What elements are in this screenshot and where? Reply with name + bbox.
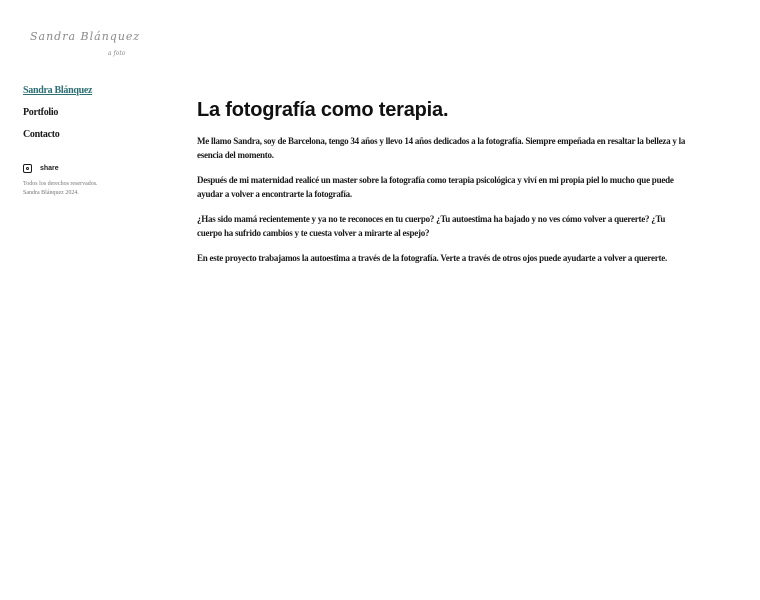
nav-item-contacto[interactable]: Contacto — [23, 129, 60, 140]
logo[interactable] — [30, 30, 145, 66]
logo-subtitle: a foto — [108, 50, 126, 57]
paragraph: Me llamo Sandra, soy de Barcelona, tengo 34 años y llevo 14 años dedicados a la fotografía. Siempre empeñada en resaltar la belleza y la esencia del momento. — [197, 136, 686, 160]
paragraph: En este proyecto trabajamos la autoestima a través de la fotografía. Verte a través de otros ojos puede ayudarte a volver a quererte. — [197, 253, 667, 263]
logo-signature: Sandra Blánquez — [30, 30, 141, 43]
paragraph: Después de mi maternidad realicé un master sobre la fotografía como terapia psicológica y viví en mi propia piel lo mucho que puede ayudar a volver a encontrarte la fotografía. — [197, 175, 674, 199]
nav-item-home[interactable]: Sandra Blánquez — [23, 85, 93, 96]
main-content — [197, 98, 692, 276]
instagram-icon[interactable] — [23, 164, 32, 173]
copyright-line-2: Sandra Blánquez 2024. — [23, 190, 79, 196]
paragraph: ¿Has sido mamá recientemente y ya no te reconoces en tu cuerpo? ¿Tu autoestima ha bajado y no ves cómo volver a quererte? ¿Tu cuerpo ha sufrido cambios y te cuesta volver a mirarte al espejo? — [197, 214, 666, 238]
share-link[interactable]: share — [40, 165, 59, 172]
nav-item-portfolio[interactable]: Portfolio — [23, 107, 59, 118]
page-title: La fotografía como terapia. — [197, 99, 449, 121]
copyright — [23, 180, 153, 198]
copyright-line-1: Todos los derechos reservados. — [23, 181, 98, 187]
sidebar-nav — [23, 85, 163, 151]
social-links — [23, 164, 59, 173]
